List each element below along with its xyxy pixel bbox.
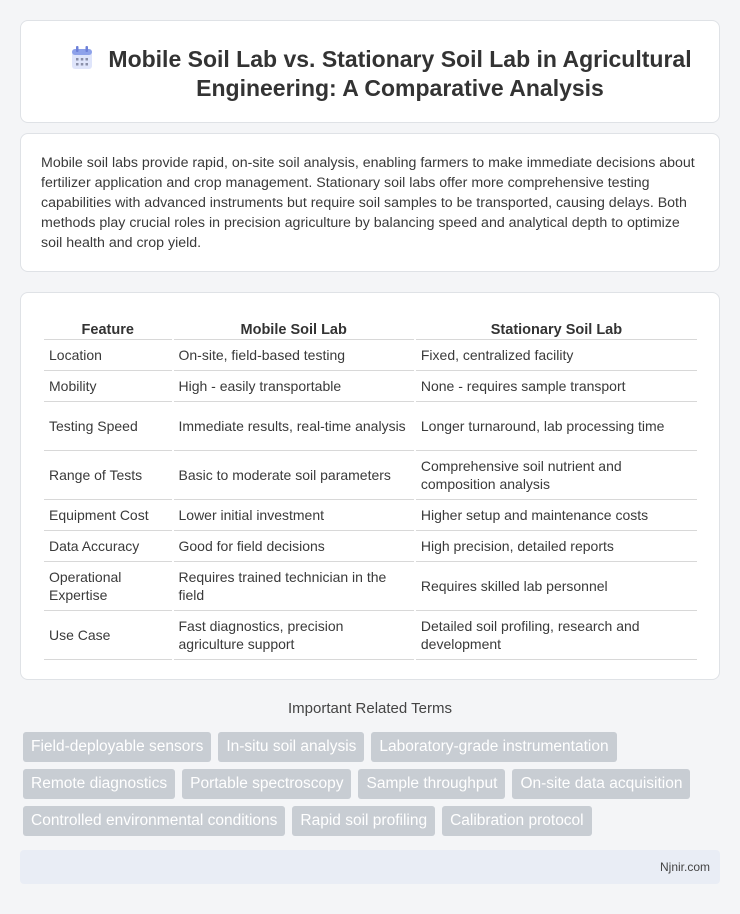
tag-laboratory-grade-instrumentation[interactable]: Laboratory-grade instrumentation (371, 732, 616, 762)
cell-feature: Use Case (44, 611, 172, 660)
cell-feature: Mobility (44, 371, 172, 402)
related-terms-heading: Important Related Terms (288, 700, 452, 717)
cell-stationary: Detailed soil profiling, research and development (416, 611, 697, 660)
tag-on-site-data-acquisition[interactable]: On-site data acquisition (512, 769, 690, 799)
intro-card (20, 133, 720, 272)
tag-rapid-soil-profiling[interactable]: Rapid soil profiling (292, 806, 435, 836)
cell-feature: Location (44, 340, 172, 371)
header-mobile-soil-lab: Mobile Soil Lab (174, 314, 414, 340)
table-row (44, 371, 697, 402)
table-row (44, 340, 697, 371)
table-row (44, 562, 697, 611)
comparison-table-card (20, 292, 720, 680)
tag-controlled-environmental-conditions[interactable]: Controlled environmental conditions (23, 806, 285, 836)
footer-bar (20, 850, 720, 884)
cell-stationary: Longer turnaround, lab processing time (416, 402, 697, 451)
tag-field-deployable-sensors[interactable]: Field-deployable sensors (23, 732, 211, 762)
tag-sample-throughput[interactable]: Sample throughput (358, 769, 505, 799)
cell-mobile: On-site, field-based testing (174, 340, 414, 371)
cell-mobile: Basic to moderate soil parameters (174, 451, 414, 500)
comparison-table (42, 314, 699, 660)
cell-stationary: High precision, detailed reports (416, 531, 697, 562)
cell-mobile: Immediate results, real-time analysis (174, 402, 414, 451)
cell-stationary: Comprehensive soil nutrient and composition analysis (416, 451, 697, 500)
header-feature: Feature (44, 314, 172, 340)
table-row (44, 402, 697, 451)
cell-feature: Testing Speed (44, 402, 172, 451)
cell-stationary: Higher setup and maintenance costs (416, 500, 697, 531)
cell-feature: Data Accuracy (44, 531, 172, 562)
table-header-row (44, 314, 697, 340)
cell-mobile: Good for field decisions (174, 531, 414, 562)
title-card (20, 20, 720, 123)
tag-calibration-protocol[interactable]: Calibration protocol (442, 806, 592, 836)
cell-mobile: Requires trained technician in the field (174, 562, 414, 611)
cell-stationary: None - requires sample transport (416, 371, 697, 402)
cell-feature: Operational Expertise (44, 562, 172, 611)
table-row (44, 611, 697, 660)
table-row (44, 451, 697, 500)
tag-portable-spectroscopy[interactable]: Portable spectroscopy (182, 769, 351, 799)
cell-mobile: Fast diagnostics, precision agriculture support (174, 611, 414, 660)
table-row (44, 531, 697, 562)
cell-stationary: Fixed, centralized facility (416, 340, 697, 371)
cell-mobile: Lower initial investment (174, 500, 414, 531)
footer-site-link[interactable]: Njnir.com (659, 860, 710, 874)
tag-row (23, 806, 723, 836)
cell-feature: Range of Tests (44, 451, 172, 500)
table-row (44, 500, 697, 531)
intro-paragraph: Mobile soil labs provide rapid, on-site soil analysis, enabling farmers to make immediate decisions about fertilizer application and crop management. Stationary soil labs offer more comprehensive testing capabilities with advanced instruments but require soil samples to be transported, causing delays. Both methods play crucial roles in precision agriculture by balancing speed and analytical depth to optimize soil health and crop yield. (41, 155, 695, 251)
cell-feature: Equipment Cost (44, 500, 172, 531)
tag-in-situ-soil-analysis[interactable]: In-situ soil analysis (218, 732, 364, 762)
cell-mobile: High - easily transportable (174, 371, 414, 402)
related-terms-tags (23, 732, 723, 843)
header-stationary-soil-lab: Stationary Soil Lab (416, 314, 697, 340)
tag-row (23, 769, 723, 799)
page-title: Mobile Soil Lab vs. Stationary Soil Lab in Agricultural Engineering: A Comparative Analysis (108, 46, 692, 101)
cell-stationary: Requires skilled lab personnel (416, 562, 697, 611)
tag-remote-diagnostics[interactable]: Remote diagnostics (23, 769, 175, 799)
tag-row (23, 732, 723, 762)
